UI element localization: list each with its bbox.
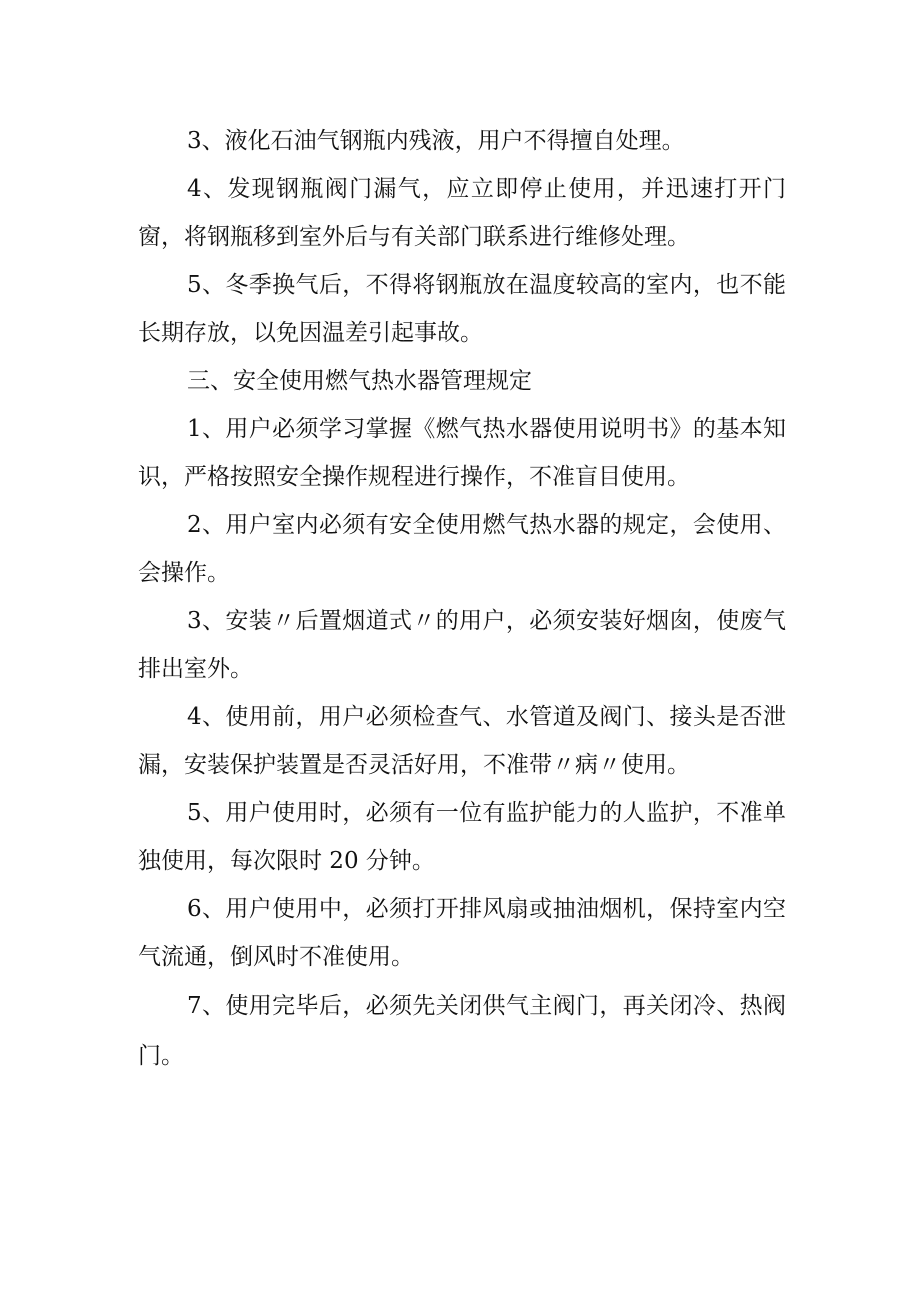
section-heading-water-heater-rules: 三、安全使用燃气热水器管理规定 [187,368,532,394]
paragraph-item-5-supervision: 5、用户使用时，必须有一位有监护能力的人监护，不准单独使用，每次限时 20 分钟。 [138,800,786,874]
paragraph-item-4-valve-leak: 4、发现钢瓶阀门漏气，应立即停止使用，并迅速打开门窗，将钢瓶移到室外后与有关部门联系进行维修处理。 [138,176,786,250]
paragraph-item-2-indoor-rules: 2、用户室内必须有安全使用燃气热水器的规定，会使用、会操作。 [138,512,786,586]
paragraph-item-4-pre-use-check: 4、使用前，用户必须检查气、水管道及阀门、接头是否泄漏，安装保护装置是否灵活好用，不准带〃病〃使用。 [138,704,786,778]
paragraph-item-7-shutoff: 7、使用完毕后，必须先关闭供气主阀门，再关闭冷、热阀门。 [138,993,786,1069]
paragraph-item-3-chimney: 3、安装〃后置烟道式〃的用户，必须安装好烟囱，使废气排出室外。 [138,608,786,682]
paragraph-item-6-ventilation: 6、用户使用中，必须打开排风扇或抽油烟机，保持室内空气流通，倒风时不准使用。 [138,896,786,970]
paragraph-item-5-winter-storage: 5、冬季换气后，不得将钢瓶放在温度较高的室内，也不能长期存放，以免因温差引起事故。 [138,272,786,346]
document-body [138,117,786,1081]
paragraph-item-1-study-manual: 1、用户必须学习掌握《燃气热水器使用说明书》的基本知识，严格按照安全操作规程进行操作，不准盲目使用。 [138,416,786,490]
paragraph-item-3-residual-liquid: 3、液化石油气钢瓶内残液，用户不得擅自处理。 [187,128,685,154]
